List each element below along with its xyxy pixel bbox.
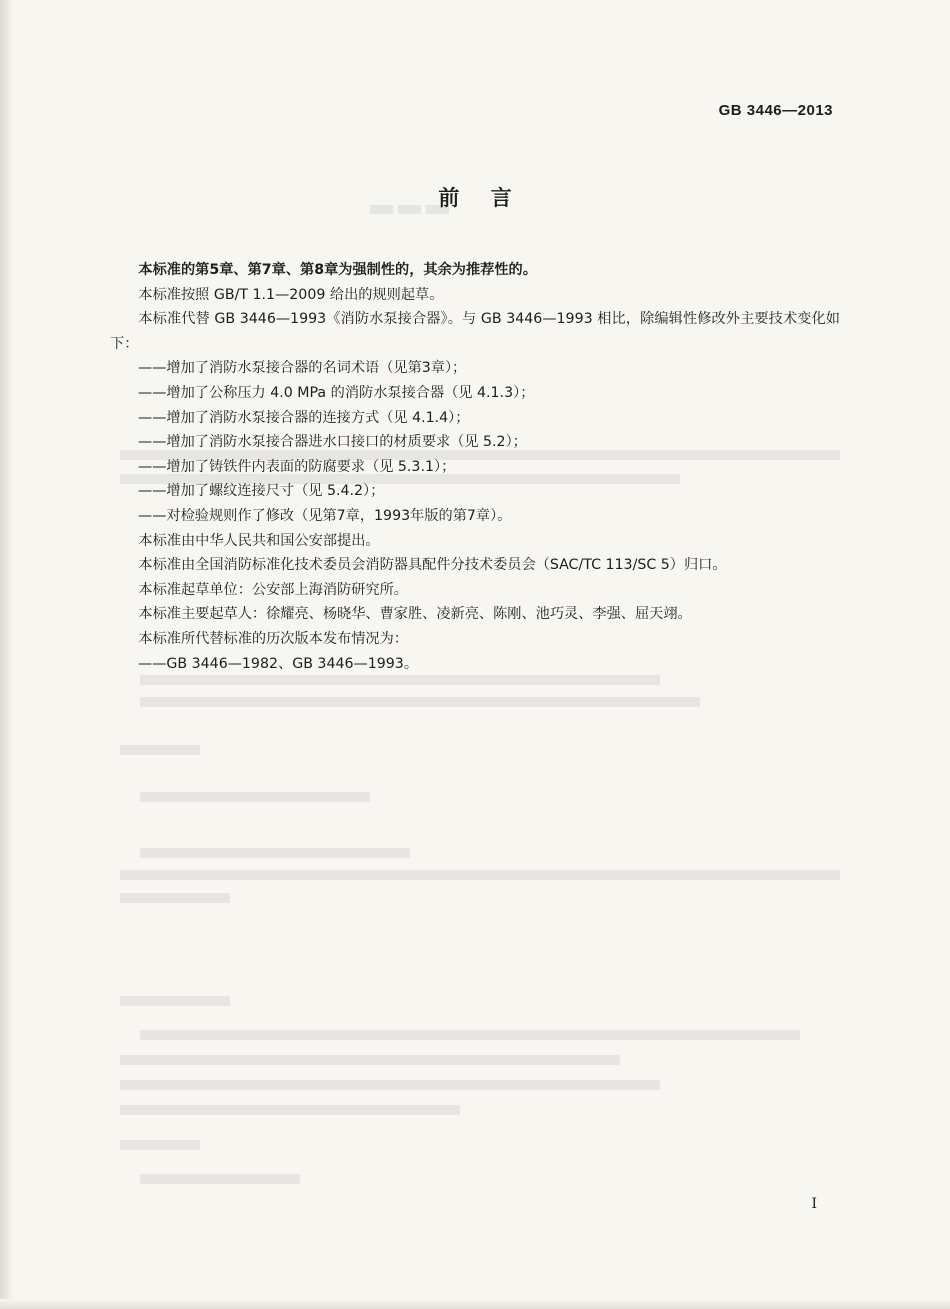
bleed-through-line <box>120 745 200 755</box>
bleed-through-line <box>120 870 840 880</box>
bleed-through-line: ▄▄ ▄▄ ▄▄ <box>370 196 449 214</box>
change-list-item: ——对检验规则作了修改（见第7章，1993年版的第7章）。 <box>138 507 512 524</box>
bleed-through-line <box>120 996 230 1006</box>
bleed-through-line <box>140 848 410 858</box>
proposer-paragraph: 本标准由中华人民共和国公安部提出。 <box>138 532 380 549</box>
drafters-paragraph: 本标准主要起草人：徐耀亮、杨晓华、曹家胜、凌新亮、陈刚、池巧灵、李强、屈天翊。 <box>138 606 692 623</box>
change-list-item: ——增加了消防水泵接合器的连接方式（见 4.1.4）； <box>138 409 470 426</box>
history-list-item: ——GB 3446—1982、GB 3446—1993。 <box>138 655 419 672</box>
standard-code: GB 3446—2013 <box>718 102 833 119</box>
bleed-through-line <box>120 893 230 903</box>
page-title: 前 言 <box>438 186 524 210</box>
bleed-through-line <box>120 1105 460 1115</box>
change-list-item: ——增加了螺纹连接尺寸（见 5.4.2）； <box>138 483 385 500</box>
foreword-body <box>110 258 840 676</box>
history-intro-paragraph: 本标准所代替标准的历次版本发布情况为： <box>138 630 408 647</box>
scan-shadow-bottom <box>0 1299 950 1309</box>
bleed-through-line <box>120 1055 620 1065</box>
committee-paragraph: 本标准由全国消防标准化技术委员会消防器具配件分技术委员会（SAC/TC 113/SC 5）归口。 <box>138 557 727 574</box>
drafting-rules-paragraph: 本标准按照 GB/T 1.1—2009 给出的规则起草。 <box>138 286 444 303</box>
bleed-through-line <box>140 675 660 685</box>
change-list-item: ——增加了铸铁件内表面的防腐要求（见 5.3.1）； <box>138 458 456 475</box>
bleed-through-line <box>120 1080 660 1090</box>
bleed-through-line <box>140 697 700 707</box>
bleed-through-line <box>140 792 370 802</box>
drafting-unit-paragraph: 本标准起草单位：公安部上海消防研究所。 <box>138 581 408 598</box>
change-list-item: ——增加了消防水泵接合器进水口接口的材质要求（见 5.2）； <box>138 434 527 451</box>
bleed-through-line <box>140 1030 800 1040</box>
mandatory-clause-paragraph: 本标准的第5章、第7章、第8章为强制性的，其余为推荐性的。 <box>138 262 537 278</box>
page-number: I <box>811 1196 817 1212</box>
change-list-item: ——增加了消防水泵接合器的名词术语（见第3章）； <box>138 360 467 377</box>
bleed-through-line <box>120 1140 200 1150</box>
bleed-through-line <box>140 1174 300 1184</box>
replacement-paragraph: 本标准代替 GB 3446—1993《消防水泵接合器》。与 GB 3446—1993 相比，除编辑性修改外主要技术变化如下： <box>110 311 840 352</box>
change-list-item: ——增加了公称压力 4.0 MPa 的消防水泵接合器（见 4.1.3）； <box>138 384 535 401</box>
